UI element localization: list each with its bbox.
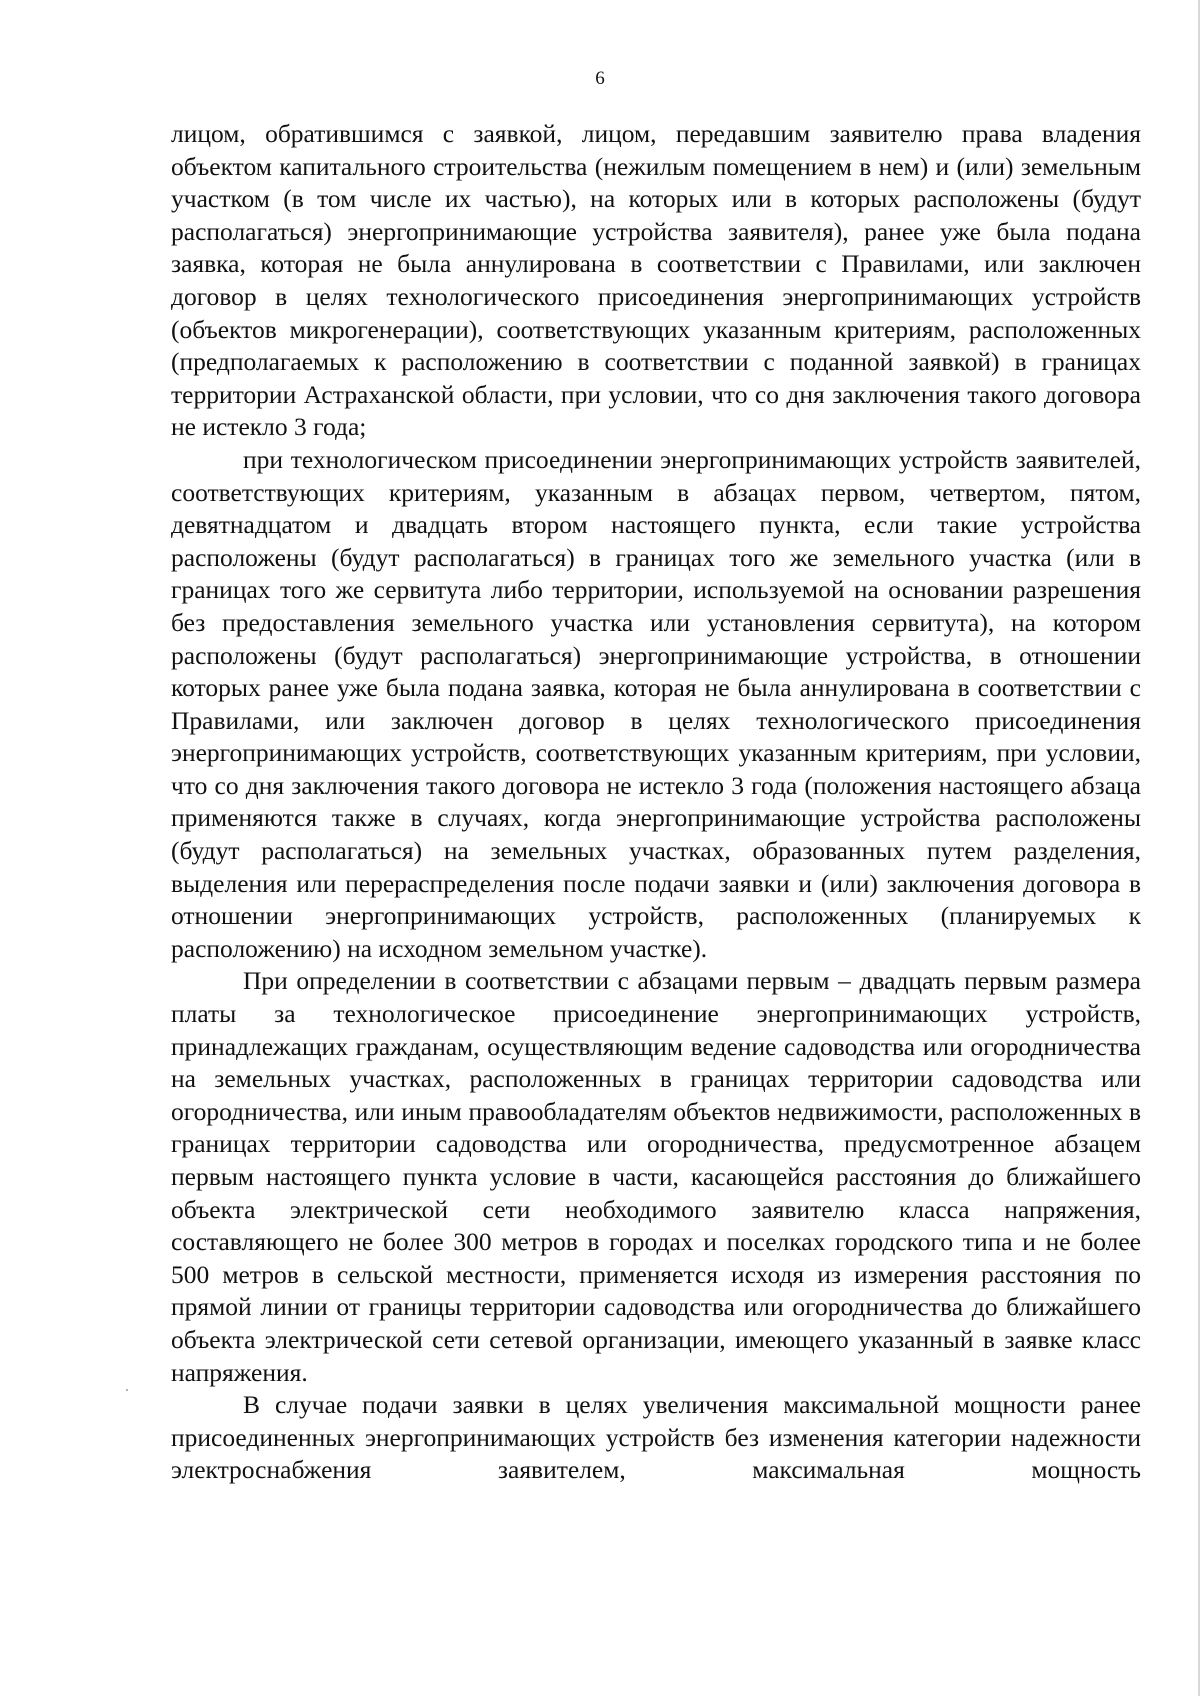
page-number: 6	[595, 68, 605, 89]
scan-speck	[126, 1389, 128, 1391]
document-body	[171, 118, 1141, 1487]
paragraph-3: При определении в соответствии с абзацами первым – двадцать первым размера платы за технологическое присоединение энергопринимающих устройств, принадлежащих гражданам, осуществляющим ведение садоводства или огородничества на земельных участках, расположенных в границах территории садоводства или огородничества, или иным правообладателям объектов недвижимости, расположенных в границах территории садоводства или огородничества, предусмотренное абзацем первым настоящего пункта условие в части, касающейся расстояния до ближайшего объекта электрической сети необходимого заявителю класса напряжения, составляющего не более 300 метров в городах и поселках городского типа и не более 500 метров в сельской местности, применяется исходя из измерения расстояния по прямой линии от границы территории садоводства или огородничества до ближайшего объекта электрической сети сетевой организации, имеющего указанный в заявке класс напряжения.	[171, 966, 1141, 1387]
paragraph-1: лицом, обратившимся с заявкой, лицом, передавшим заявителю права владения объектом капитального строительства (нежилым помещением в нем) и (или) земельным участком (в том числе их частью), на которых или в которых расположены (будут располагаться) энергопринимающие устройства заявителя), ранее уже была подана заявка, которая не была аннулирована в соответствии с Правилами, или заключен договор в целях технологического присоединения энергопринимающих устройств (объектов микрогенерации), соответствующих указанным критериям, расположенных (предполагаемых к расположению в соответствии с поданной заявкой) в границах территории Астраханской области, при условии, что со дня заключения такого договора не истекло 3 года;	[171, 119, 1141, 442]
paragraph-2: при технологическом присоединении энергопринимающих устройств заявителей, соответствующих критериям, указанным в абзацах первом, четвертом, пятом, девятнадцатом и двадцать втором настоящего пункта, если такие устройства расположены (будут располагаться) в границах того же земельного участка (или в границах того же сервитута либо территории, используемой на основании разрешения без предоставления земельного участка или установления сервитута), на котором расположены (будут располагаться) энергопринимающие устройства, в отношении которых ранее уже была подана заявка, которая не была аннулирована в соответствии с Правилами, или заключен договор в целях технологического присоединения энергопринимающих устройств, соответствующих указанным критериям, при условии, что со дня заключения такого договора не истекло 3 года (положения настоящего абзаца применяются также в случаях, когда энергопринимающие устройства расположены (будут располагаться) на земельных участках, образованных путем разделения, выделения или перераспределения после подачи заявки и (или) заключения договора в отношении энергопринимающих устройств, расположенных (планируемых к расположению) на исходном земельном участке).	[171, 444, 1141, 963]
paragraph-4: В случае подачи заявки в целях увеличения максимальной мощности ранее присоединенных энергопринимающих устройств без изменения категории надежности электроснабжения заявителем, максимальная мощность	[171, 1390, 1141, 1485]
